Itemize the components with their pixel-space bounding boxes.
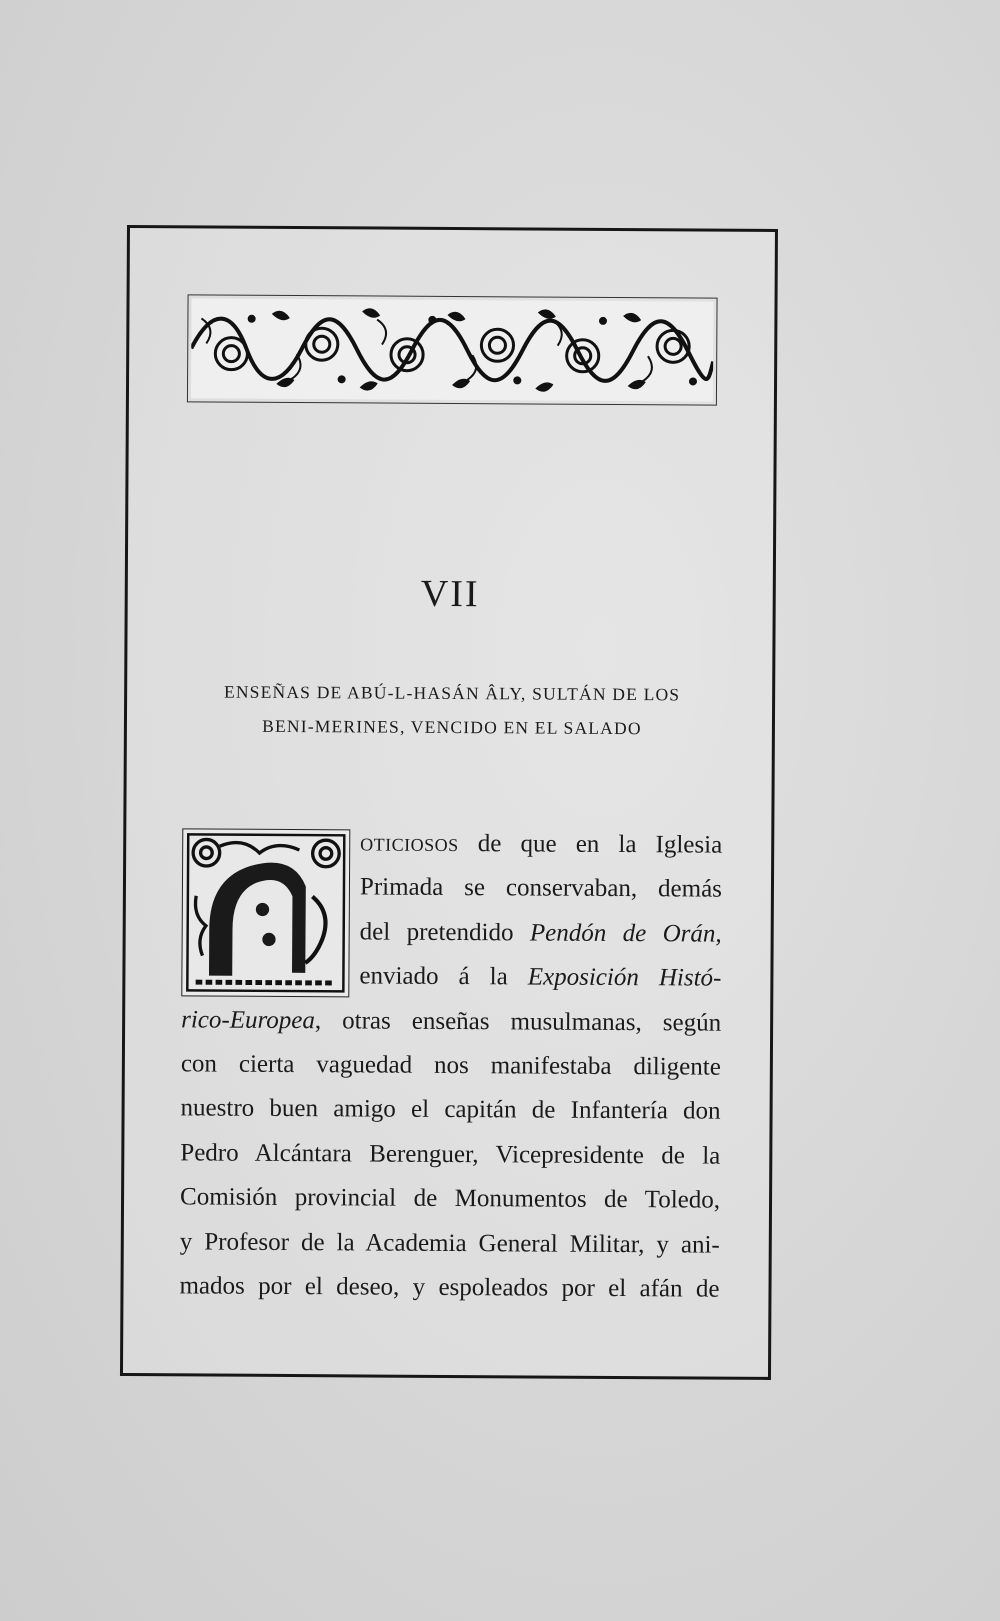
text-line-9: Comisión provincial de Monumentos de Toledo, bbox=[179, 1183, 721, 1214]
body-paragraph bbox=[179, 820, 722, 1312]
text-line-8: Pedro Alcántara Berenguer, Vicepresidente de la bbox=[180, 1139, 721, 1170]
text-line-6: con cierta vaguedad nos manifestaba diligente bbox=[180, 1050, 721, 1081]
chapter-title-line-1: ENSEÑAS DE ABÚ-L-HASÁN ÂLY, SULTÁN DE LOS bbox=[223, 681, 681, 705]
ornate-capital-icon bbox=[182, 829, 349, 996]
dropcap-n-icon bbox=[181, 828, 350, 997]
chapter-title bbox=[182, 674, 722, 745]
scrollwork-icon bbox=[191, 298, 714, 401]
chapter-title-line-2: BENI-MERINES, VENCIDO EN EL SALADO bbox=[262, 715, 642, 739]
text-line-7: nuestro buen amigo el capitán de Infantería don bbox=[180, 1094, 721, 1126]
ornamental-headpiece bbox=[187, 294, 718, 405]
text-line-1: oticiosos de que en la Iglesia bbox=[360, 829, 723, 859]
text-line-5: rico-Europea, otras enseñas musulmanas, según bbox=[181, 1005, 722, 1037]
text-line-10: y Profesor de la Academia General Militar, y ani- bbox=[179, 1227, 720, 1259]
page-frame bbox=[120, 225, 778, 1380]
text-line-11: mados por el deseo, y espoleados por el afán de bbox=[179, 1272, 720, 1303]
text-line-2: Primada se conservaban, demás bbox=[359, 873, 723, 904]
text-line-4: enviado á la Exposición Histó- bbox=[359, 962, 722, 992]
text-line-3: del pretendido Pendón de Orán, bbox=[359, 918, 722, 948]
chapter-number: VII bbox=[420, 572, 480, 616]
